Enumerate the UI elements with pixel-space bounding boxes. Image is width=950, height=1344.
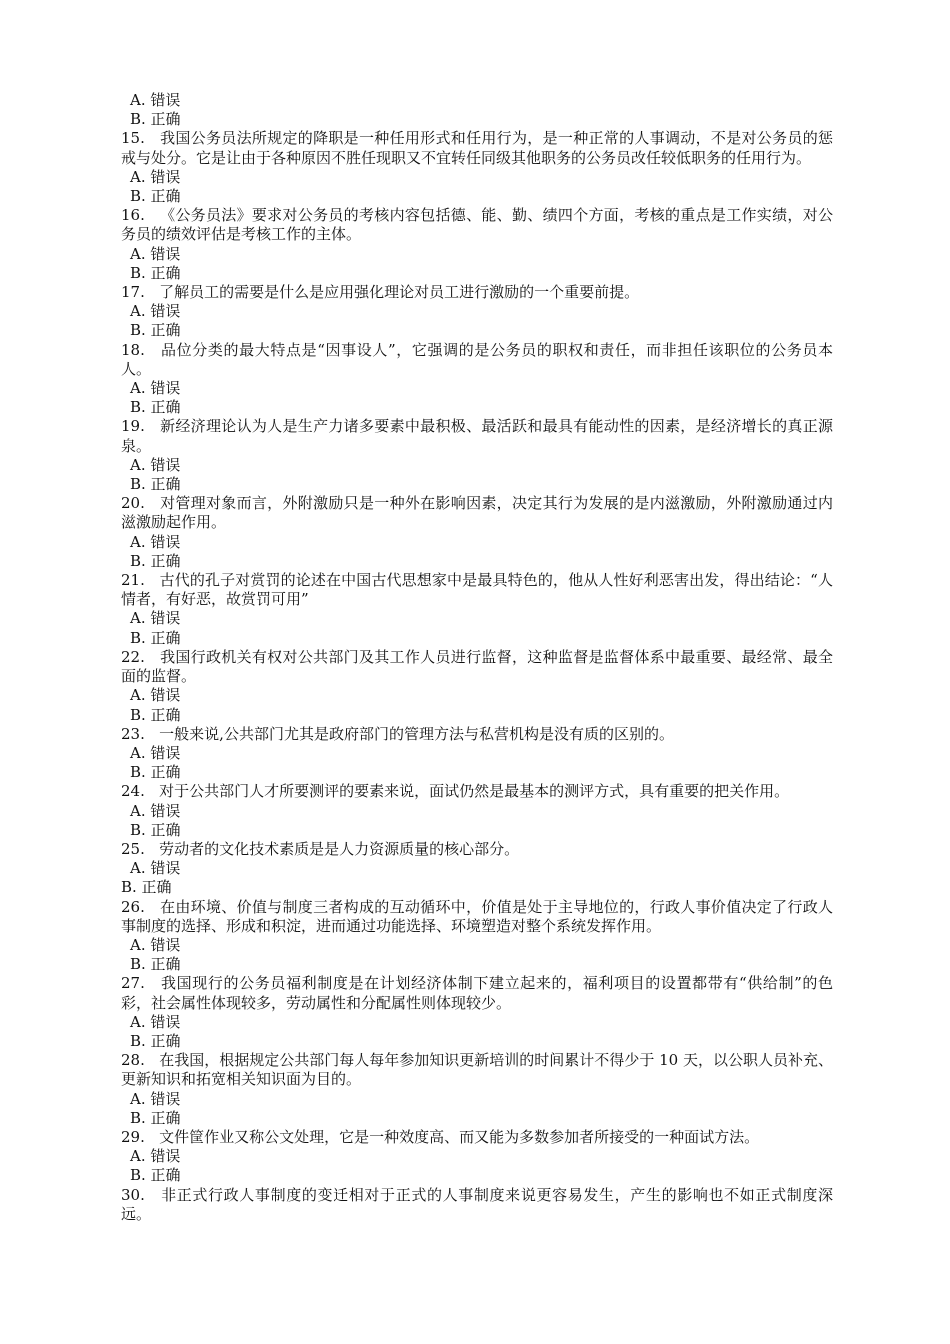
question-number: 19. <box>121 417 145 436</box>
question-number: 17. <box>121 283 145 302</box>
question-text <box>121 129 833 167</box>
question-item <box>121 341 833 418</box>
question-number: 20. <box>121 494 145 513</box>
question-item <box>121 974 833 1051</box>
question-body: 对管理对象而言，外附激励只是一种外在影响因素，决定其行为发展的是内滋激励，外附激励通过内滋激励起作用。 <box>121 494 833 532</box>
option-b: B. 正确 <box>130 1166 181 1185</box>
option-b: B. 正确 <box>130 110 181 129</box>
question-body: 新经济理论认为人是生产力诸多要素中最积极、最活跃和最具有能动性的因素，是经济增长的真正源泉。 <box>121 417 833 455</box>
question-number: 29. <box>121 1127 145 1146</box>
option-a: A. 错误 <box>130 532 181 551</box>
question-item <box>121 1051 833 1128</box>
option-b: B. 正确 <box>130 551 181 570</box>
option-b: B. 正确 <box>121 878 172 897</box>
option-a: A. 错误 <box>130 455 181 474</box>
question-item <box>121 129 833 206</box>
question-number: 30. <box>121 1185 145 1204</box>
question-text <box>121 283 833 302</box>
option-a: A. 错误 <box>130 302 181 321</box>
question-text <box>121 782 833 801</box>
option-a: A. 错误 <box>130 801 181 820</box>
option-b: B. 正确 <box>130 1108 181 1127</box>
question-text <box>121 648 833 686</box>
question-text <box>121 840 833 859</box>
question-body: 文件筐作业又称公文处理，它是一种效度高、而又能为多数参加者所接受的一种面试方法。 <box>159 1127 760 1146</box>
question-text <box>121 341 833 379</box>
question-number: 25. <box>121 839 145 858</box>
question-text <box>121 974 833 1012</box>
question-item <box>121 1186 833 1224</box>
question-number: 21. <box>121 571 145 590</box>
option-b: B. 正确 <box>130 321 181 340</box>
option-a: A. 错误 <box>130 1147 181 1166</box>
question-text <box>121 1051 833 1089</box>
question-body: 古代的孔子对赏罚的论述在中国古代思想家中是最具特色的，他从人性好利恶害出发，得出结论：“人情者，有好恶，故赏罚可用” <box>121 571 833 609</box>
question-item <box>121 417 833 494</box>
question-body: 品位分类的最大特点是“因事设人”，它强调的是公务员的职权和责任，而非担任该职位的公务员本人。 <box>121 340 833 378</box>
question-number: 15. <box>121 129 145 148</box>
question-item <box>121 1128 833 1186</box>
option-a: A. 错误 <box>130 859 181 878</box>
option-a: A. 错误 <box>130 935 181 954</box>
question-number: 27. <box>121 974 145 993</box>
question-body: 我国现行的公务员福利制度是在计划经济体制下建立起来的，福利项目的设置都带有“供给制”的色彩，社会属性体现较多，劳动属性和分配属性则体现较少。 <box>121 974 833 1012</box>
option-b: B. 正确 <box>130 705 181 724</box>
question-body: 我国公务员法所规定的降职是一种任用形式和任用行为，是一种正常的人事调动，不是对公务员的惩戒与处分。它是让由于各种原因不胜任现职又不宜转任同级其他职务的公务员改任较低职务的任用行为。 <box>121 129 833 167</box>
question-item <box>121 725 833 783</box>
option-a: A. 错误 <box>130 743 181 762</box>
question-body: 非正式行政人事制度的变迁相对于正式的人事制度来说更容易发生，产生的影响也不如正式制度深远。 <box>121 1185 833 1223</box>
question-body: 了解员工的需要是什么是应用强化理论对员工进行激励的一个重要前提。 <box>159 283 640 302</box>
question-number: 28. <box>121 1051 145 1070</box>
document-page <box>121 91 833 1224</box>
question-item <box>121 571 833 648</box>
question-body: 在由环境、价值与制度三者构成的互动循环中，价值是处于主导地位的，行政人事价值决定了行政人事制度的选择、形成和积淀，进而通过功能选择、环境塑造对整个系统发挥作用。 <box>121 897 833 935</box>
question-body: 劳动者的文化技术素质是是人力资源质量的核心部分。 <box>159 839 520 858</box>
question-number: 16. <box>121 206 145 225</box>
option-a: A. 错误 <box>130 609 181 628</box>
question-body: 对于公共部门人才所要测评的要素来说，面试仍然是最基本的测评方式，具有重要的把关作用。 <box>159 782 790 801</box>
option-a: A. 错误 <box>130 244 181 263</box>
question-text <box>121 494 833 532</box>
question-item <box>121 648 833 725</box>
question-body: 一般来说,公共部门尤其是政府部门的管理方法与私营机构是没有质的区别的。 <box>159 724 674 743</box>
question-number: 24. <box>121 782 145 801</box>
question-number: 22. <box>121 647 145 666</box>
option-a: A. 错误 <box>130 1089 181 1108</box>
question-number: 23. <box>121 724 145 743</box>
question-text <box>121 417 833 455</box>
option-b: B. 正确 <box>130 628 181 647</box>
question-item <box>121 840 833 898</box>
option-b: B. 正确 <box>130 955 181 974</box>
question-text <box>121 571 833 609</box>
question-text <box>121 898 833 936</box>
question-item <box>121 782 833 840</box>
option-b: B. 正确 <box>130 475 181 494</box>
question-item <box>121 206 833 283</box>
option-a: A. 错误 <box>130 91 181 109</box>
question-item <box>121 283 833 341</box>
question-number: 18. <box>121 340 145 359</box>
question-item <box>121 494 833 571</box>
question-body: 《公务员法》要求对公务员的考核内容包括德、能、勤、绩四个方面，考核的重点是工作实绩，对公务员的绩效评估是考核工作的主体。 <box>121 206 833 244</box>
option-a: A. 错误 <box>130 1012 181 1031</box>
question-text <box>121 1186 833 1224</box>
option-b: B. 正确 <box>130 1031 181 1050</box>
option-b: B. 正确 <box>130 263 181 282</box>
option-b: B. 正确 <box>130 763 181 782</box>
question-body: 我国行政机关有权对公共部门及其工作人员进行监督，这种监督是监督体系中最重要、最经常、最全面的监督。 <box>121 647 833 686</box>
question-text <box>121 725 833 744</box>
question-list <box>121 129 833 1224</box>
question-number: 26. <box>121 897 145 916</box>
question-text <box>121 206 833 244</box>
option-b: B. 正确 <box>130 398 181 417</box>
option-b: B. 正确 <box>130 187 181 206</box>
question-text <box>121 1128 833 1147</box>
option-a: A. 错误 <box>130 686 181 705</box>
option-a: A. 错误 <box>130 379 181 398</box>
option-a: A. 错误 <box>130 167 181 186</box>
question-body: 在我国，根据规定公共部门每人每年参加知识更新培训的时间累计不得少于 10 天，以公职人员补充、更新知识和拓宽相关知识面为目的。 <box>121 1051 833 1089</box>
option-b: B. 正确 <box>130 820 181 839</box>
question-item <box>121 898 833 975</box>
